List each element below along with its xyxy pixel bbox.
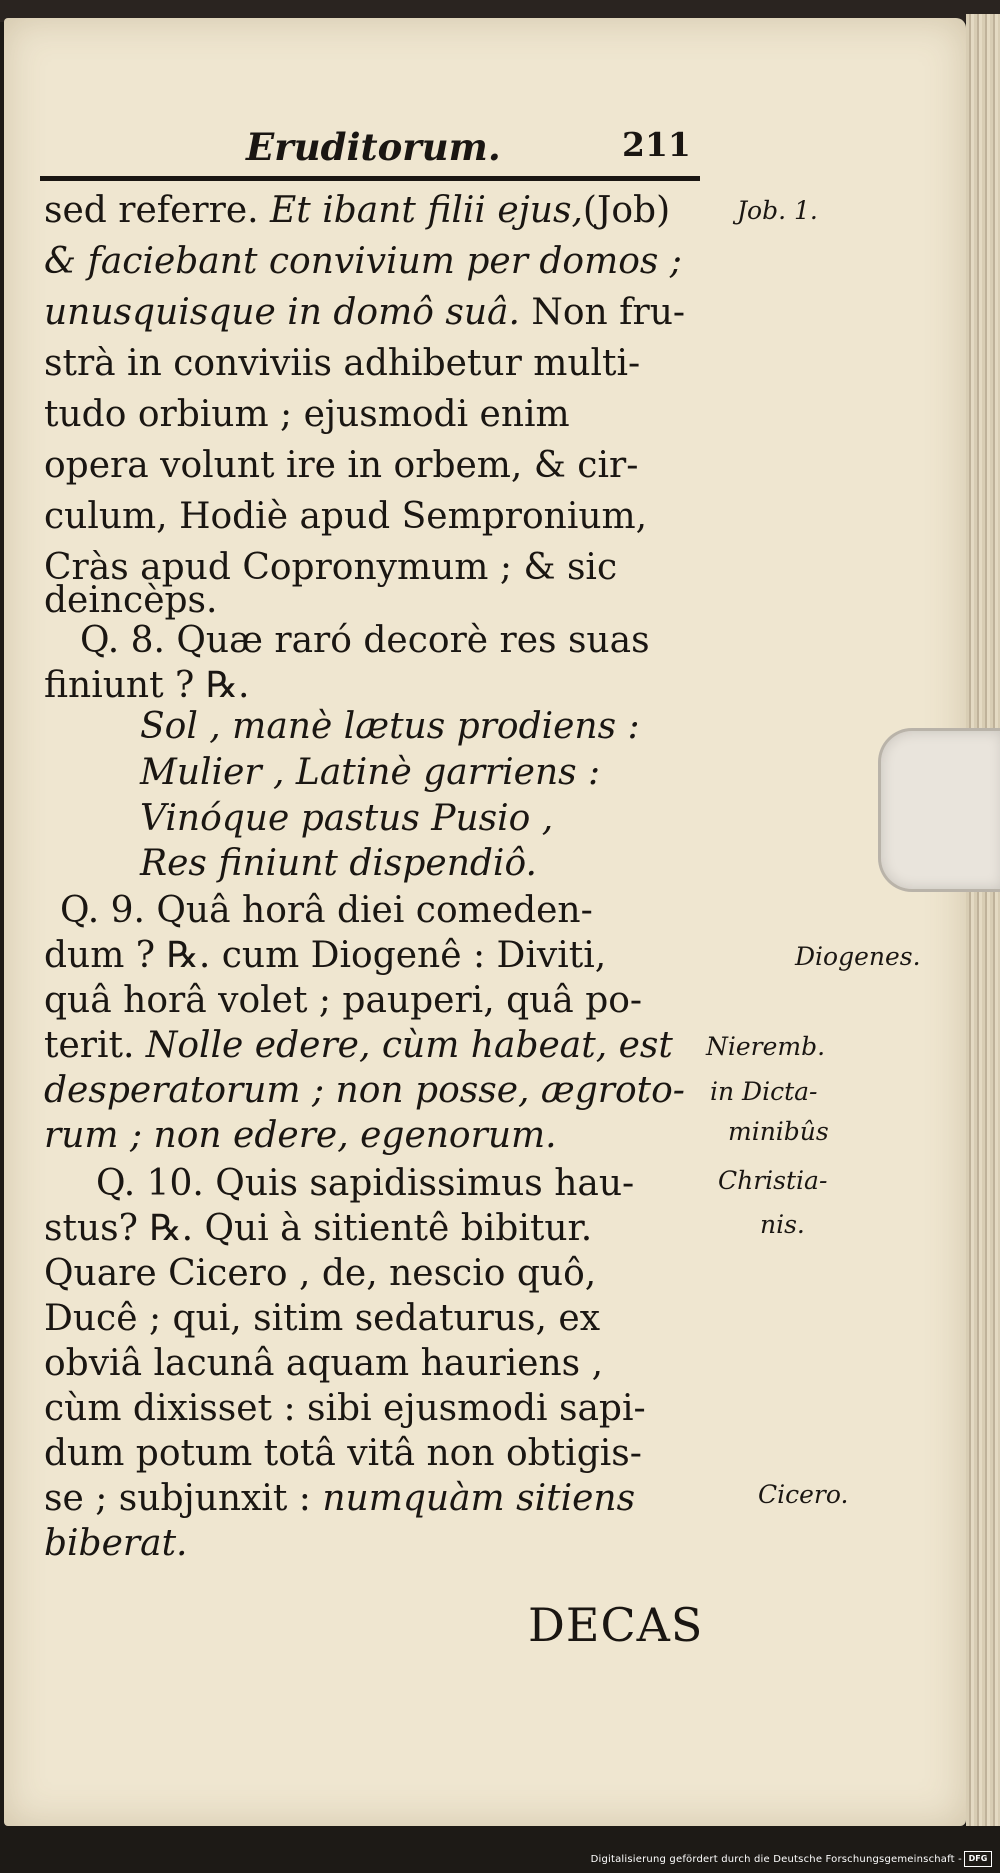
page-number: 211 [622, 125, 691, 164]
running-head-title: Eruditorum. [246, 125, 501, 169]
margin-note-nieremb: Christia- [718, 1166, 828, 1195]
text-line: Ducê ; qui, sitim sedaturus, ex [44, 1298, 601, 1339]
text-line: dum ? ℞. cum Diogenê : Diviti, [44, 935, 607, 976]
dfg-logo-icon: DFG [964, 1851, 992, 1867]
line-italic: Et ibant filii ejus, [270, 190, 583, 231]
line-roman: terit. [44, 1025, 146, 1066]
text-line: deincèps. [44, 580, 218, 621]
text-line [44, 1025, 673, 1066]
text-line: Cràs apud Copronymum ; & sic [44, 547, 618, 588]
text-line: desperatorum ; non posse, ægroto- [44, 1070, 685, 1111]
margin-note-nieremb: minibûs [728, 1117, 829, 1146]
text-line: opera volunt ire in orbem, & cir- [44, 445, 639, 486]
line-italic: numquàm sitiens [322, 1478, 636, 1519]
margin-note-nieremb: nis. [760, 1210, 805, 1239]
margin-note-diogenes: Diogenes. [795, 942, 921, 971]
text-line: stus? ℞. Qui à sitientê bibitur. [44, 1208, 593, 1249]
text-line: Q. 10. Quis sapidissimus hau- [96, 1163, 635, 1204]
margin-note-cicero: Cicero. [758, 1480, 849, 1509]
line-roman: (Job) [582, 190, 671, 231]
text-line [44, 292, 685, 333]
text-line: cùm dixisset : sibi ejusmodi sapi- [44, 1388, 646, 1429]
margin-note-nieremb: in Dicta- [710, 1077, 818, 1106]
line-roman: sed referre. [44, 190, 271, 231]
margin-note-job: Job. 1. [737, 196, 818, 225]
text-line [44, 190, 670, 231]
text-line: culum, Hodiè apud Sempronium, [44, 496, 648, 537]
margin-note-nieremb: Nieremb. [706, 1032, 826, 1061]
text-line: Quare Cicero , de, nescio quô, [44, 1253, 597, 1294]
text-line: rum ; non edere, egenorum. [44, 1115, 557, 1156]
text-line: finiunt ? ℞. [44, 665, 250, 706]
text-line: Q. 8. Quæ raró decorè res suas [80, 620, 650, 661]
page-edges [966, 14, 1000, 1826]
verse-line: Mulier , Latinè garriens : [140, 752, 601, 793]
line-italic: Nolle edere, cùm habeat, est [145, 1025, 673, 1066]
header-rule [40, 176, 700, 181]
line-roman: Non fru- [519, 292, 686, 333]
verse-line: Vinóque pastus Pusio , [140, 798, 554, 839]
text-line: & faciebant convivium per domos ; [44, 241, 682, 282]
line-italic: unusquisque in domô suâ. [44, 292, 520, 333]
text-line: Q. 9. Quâ horâ diei comeden- [60, 890, 593, 931]
text-line: quâ horâ volet ; pauperi, quâ po- [44, 980, 643, 1021]
catchword: DECAS [528, 1598, 704, 1652]
text-line: strà in conviviis adhibetur multi- [44, 343, 641, 384]
text-line: obviâ lacunâ aquam hauriens , [44, 1343, 604, 1384]
footer-credit: Digitalisierung gefördert durch die Deutsche Forschungsgemeinschaft - [590, 1854, 962, 1865]
footer-bar [0, 1826, 1000, 1873]
verse-line: Res finiunt dispendiô. [140, 843, 537, 884]
text-line: dum potum totâ vitâ non obtigis- [44, 1433, 642, 1474]
text-line: tudo orbium ; ejusmodi enim [44, 394, 570, 435]
page-marker-tab [878, 728, 1000, 892]
line-roman: se ; subjunxit : [44, 1478, 323, 1519]
verse-line: Sol , manè lætus prodiens : [140, 706, 640, 747]
text-line: biberat. [44, 1523, 188, 1564]
text-line [44, 1478, 635, 1519]
